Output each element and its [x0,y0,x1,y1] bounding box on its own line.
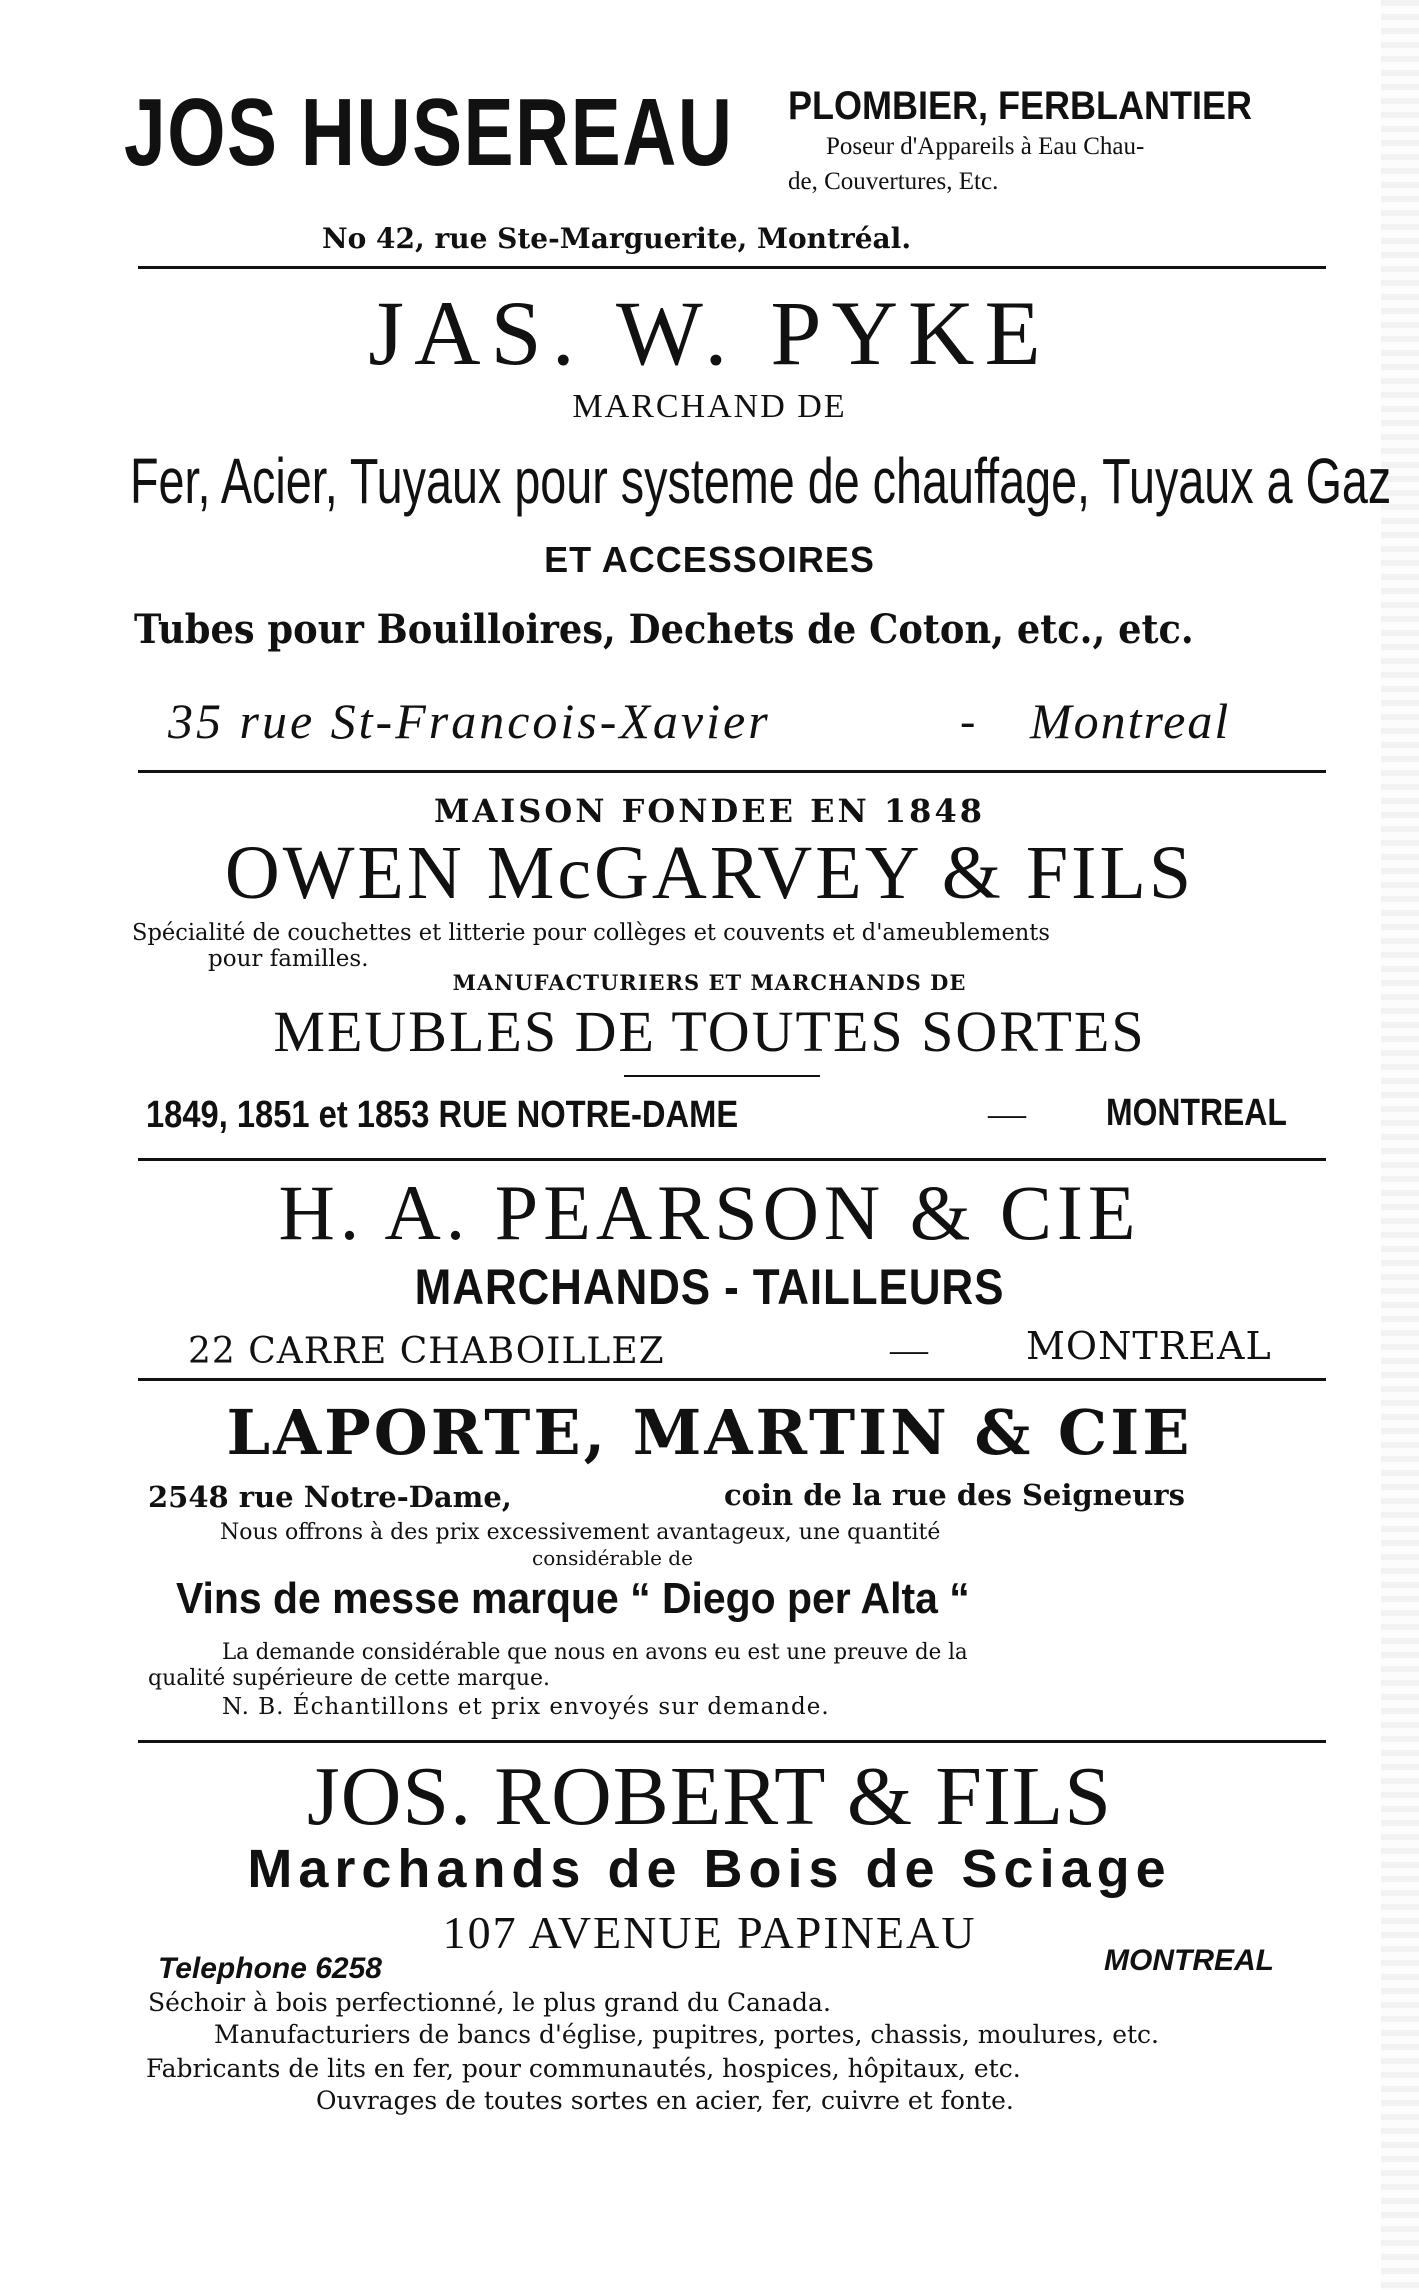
husereau-name: JOS HUSEREAU [124,79,734,186]
pyke-subtitle: MARCHAND DE [572,388,847,425]
pyke-products-line2: ET ACCESSOIRES [544,539,875,580]
mcgarvey-name: OWEN McGARVEY & FILS [224,831,1195,915]
laporte-corner: coin de la rue des Seigneurs [724,1478,1185,1512]
pyke-name: JAS. W. PYKE [368,282,1051,384]
divider-3 [138,1158,1326,1161]
husereau-trade: PLOMBIER, FERBLANTIER [788,84,1252,128]
robert-line2: Manufacturiers de bancs d'église, pupitres, portes, chassis, moulures, etc. [214,2020,1159,2049]
mcgarvey-inner-rule [624,1075,820,1077]
mcgarvey-specialty-line2: pour familles. [208,946,369,972]
mcgarvey-products: MEUBLES DE TOUTES SORTES [273,999,1146,1064]
pyke-city: Montreal [1030,693,1231,749]
husereau-address: No 42, rue Ste-Marguerite, Montréal. [322,222,912,255]
robert-address: 107 AVENUE PAPINEAU [442,1907,977,1958]
pearson-dash: — [890,1329,928,1371]
pearson-city: MONTREAL [1026,1324,1272,1368]
mcgarvey-address: 1849, 1851 et 1853 RUE NOTRE-DAME [146,1094,739,1136]
robert-line3: Fabricants de lits en fer, pour communautés, hospices, hôpitaux, etc. [146,2054,1021,2083]
laporte-name: LAPORTE, MARTIN & CIE [226,1396,1193,1469]
laporte-offer-line1: Nous offrons à des prix excessivement avantageux, une quantité [220,1520,941,1545]
robert-city: MONTREAL [1104,1944,1274,1977]
pyke-dash: - [960,695,976,746]
husereau-desc-line2: de, Couvertures, Etc. [788,168,999,195]
robert-name: JOS. ROBERT & FILS [307,1750,1112,1843]
divider-1 [138,266,1326,269]
robert-phone: Telephone 6258 [158,1952,382,1985]
husereau-desc-line1: Poseur d'Appareils à Eau Chau- [826,133,1145,160]
pyke-address: 35 rue St-Francois-Xavier [168,693,771,749]
pearson-address: 22 CARRE CHABOILLEZ [188,1331,665,1372]
robert-trade: Marchands de Bois de Sciage [247,1839,1172,1899]
laporte-offer-line2: considérable de [532,1546,693,1570]
pearson-trade: MARCHANDS - TAILLEURS [414,1259,1005,1315]
robert-line4: Ouvrages de toutes sortes en acier, fer, cuivre et fonte. [316,2086,1014,2115]
laporte-wine: Vins de messe marque “ Diego per Alta “ [176,1574,970,1623]
mcgarvey-manufacturers: MANUFACTURIERS ET MARCHANDS DE [452,970,967,995]
robert-line1: Séchoir à bois perfectionné, le plus grand du Canada. [148,1988,831,2017]
mcgarvey-dash: — [988,1093,1026,1135]
pyke-products-line3: Tubes pour Bouilloires, Dechets de Coton, etc., etc. [134,606,1194,653]
pyke-products-line1: Fer, Acier, Tuyaux pour systeme de chauffage, Tuyaux a Gaz [130,445,1392,517]
mcgarvey-city: MONTREAL [1106,1092,1287,1134]
laporte-demand-line2: qualité supérieure de cette marque. [148,1666,551,1691]
divider-2 [138,770,1326,773]
laporte-demand-line1: La demande considérable que nous en avons eu est une preuve de la [222,1640,968,1665]
mcgarvey-specialty-line1: Spécialité de couchettes et litterie pour collèges et couvents et d'ameublements [132,920,1050,946]
laporte-nb: N. B. Échantillons et prix envoyés sur demande. [222,1694,830,1720]
laporte-address: 2548 rue Notre-Dame, [148,1480,512,1514]
divider-4 [138,1378,1326,1381]
divider-5 [138,1740,1326,1743]
pearson-name: H. A. PEARSON & CIE [278,1169,1141,1256]
mcgarvey-founded: MAISON FONDEE EN 1848 [434,792,985,830]
